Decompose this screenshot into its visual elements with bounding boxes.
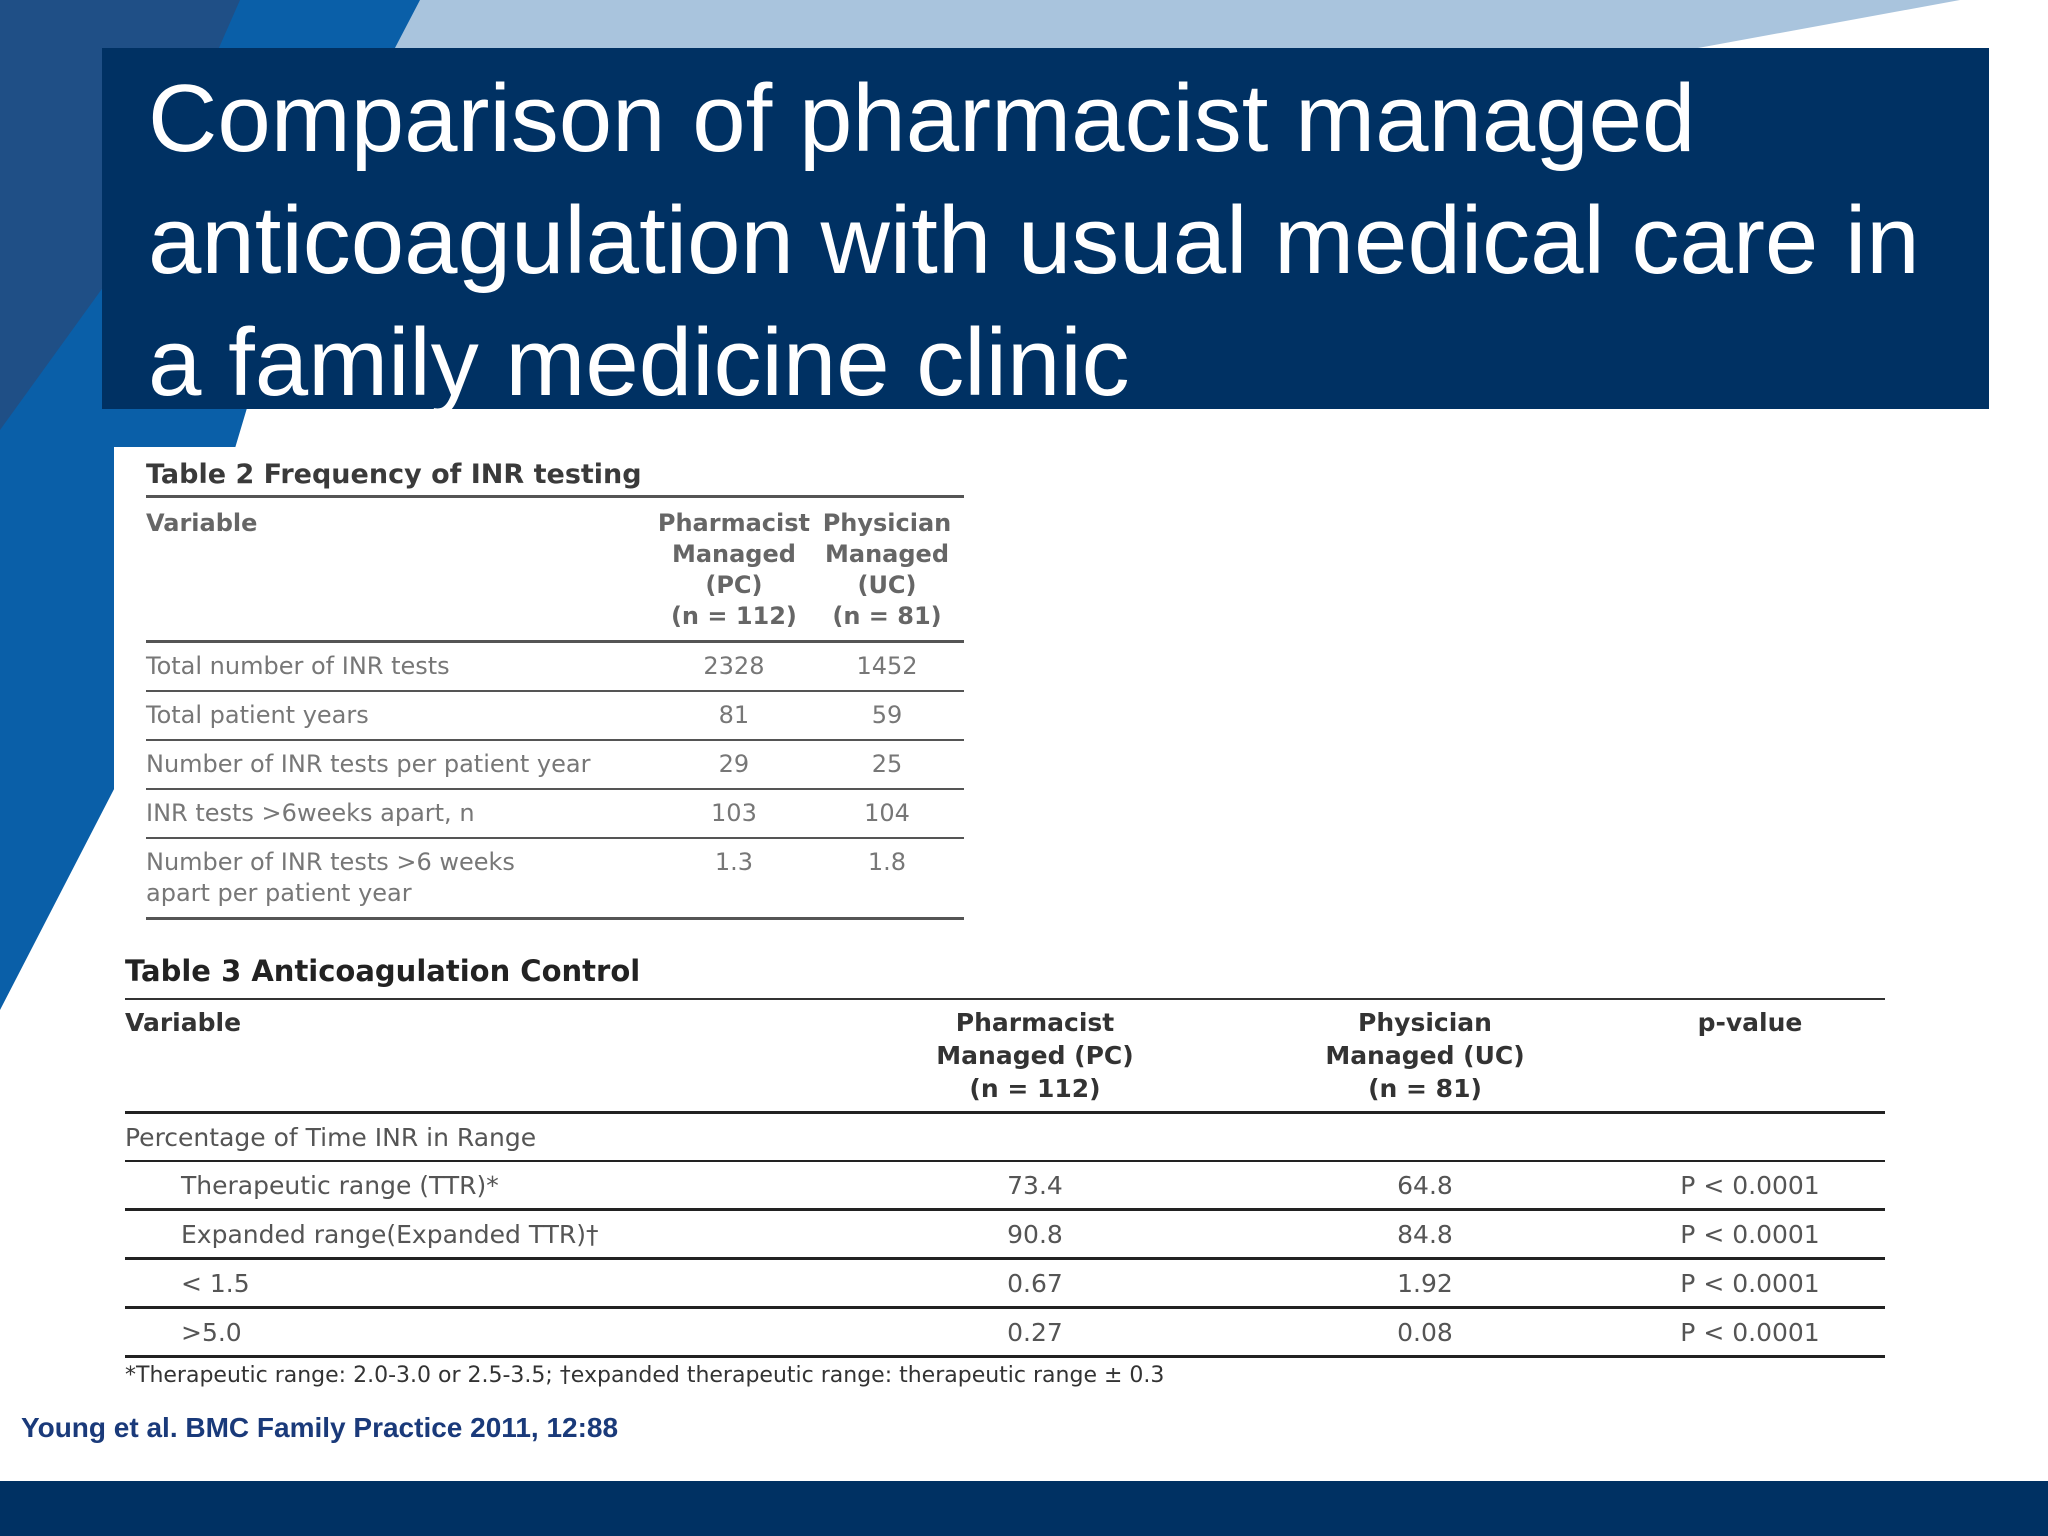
slide-title: Comparison of pharmacist managed anticoagulation with usual medical care in a family medicine clinic <box>148 65 1920 416</box>
cell-pc: 0.27 <box>835 1308 1235 1357</box>
cell-p-value: P < 0.0001 <box>1615 1210 1885 1259</box>
cell-p-value: P < 0.0001 <box>1615 1161 1885 1210</box>
table-row <box>125 1308 1885 1357</box>
table-row <box>146 740 964 789</box>
table-3-caption: Table 3 Anticoagulation Control <box>125 954 641 988</box>
cell-variable: Expanded range(Expanded TTR)† <box>125 1210 835 1259</box>
cell-pc: 81 <box>658 691 810 740</box>
cell-variable: INR tests >6weeks apart, n <box>146 789 658 838</box>
header-p-value: p-value <box>1615 999 1885 1113</box>
table-2-caption: Table 2 Frequency of INR testing <box>146 459 642 490</box>
table-2 <box>146 495 964 920</box>
cell-uc: 1.92 <box>1235 1259 1615 1308</box>
cell-pc: 90.8 <box>835 1210 1235 1259</box>
table-3 <box>125 998 1885 1358</box>
bottom-bar <box>0 1481 2048 1536</box>
cell-p-value: P < 0.0001 <box>1615 1259 1885 1308</box>
table-row <box>125 1161 1885 1210</box>
cell-uc: 59 <box>810 691 964 740</box>
header-physician-managed: Physician Managed (UC) (n = 81) <box>810 497 964 642</box>
cell-uc: 1.8 <box>810 838 964 919</box>
cell-variable: Total number of INR tests <box>146 642 658 692</box>
cell-uc: 1452 <box>810 642 964 692</box>
table-row <box>125 1259 1885 1308</box>
cell-pc: 0.67 <box>835 1259 1235 1308</box>
table-row <box>125 1210 1885 1259</box>
header-pharmacist-managed: Pharmacist Managed (PC) (n = 112) <box>658 497 810 642</box>
cell-pc: 29 <box>658 740 810 789</box>
table-3-footnote: *Therapeutic range: 2.0-3.0 or 2.5-3.5; †expanded therapeutic range: therapeutic range ± 0.3 <box>125 1363 1165 1388</box>
header-pharmacist-managed: Pharmacist Managed (PC) (n = 112) <box>835 999 1235 1113</box>
cell-uc: 104 <box>810 789 964 838</box>
cell-pc: 73.4 <box>835 1161 1235 1210</box>
table-row <box>146 642 964 692</box>
section-label: Percentage of Time INR in Range <box>125 1113 1885 1162</box>
cell-variable: Number of INR tests per patient year <box>146 740 658 789</box>
cell-variable: Number of INR tests >6 weeks apart per patient year <box>146 838 658 919</box>
cell-pc: 1.3 <box>658 838 810 919</box>
cell-variable: Therapeutic range (TTR)* <box>125 1161 835 1210</box>
cell-uc: 0.08 <box>1235 1308 1615 1357</box>
citation: Young et al. BMC Family Practice 2011, 12:88 <box>21 1412 619 1443</box>
cell-variable: >5.0 <box>125 1308 835 1357</box>
cell-p-value: P < 0.0001 <box>1615 1308 1885 1357</box>
table-row <box>146 789 964 838</box>
cell-uc: 25 <box>810 740 964 789</box>
cell-uc: 64.8 <box>1235 1161 1615 1210</box>
table-2-header-row <box>146 497 964 642</box>
header-physician-managed: Physician Managed (UC) (n = 81) <box>1235 999 1615 1113</box>
table-row <box>146 691 964 740</box>
table-2-panel <box>114 447 984 917</box>
table-3-panel <box>118 950 1888 1410</box>
cell-variable: < 1.5 <box>125 1259 835 1308</box>
cell-uc: 84.8 <box>1235 1210 1615 1259</box>
header-variable: Variable <box>146 497 658 642</box>
cell-pc: 2328 <box>658 642 810 692</box>
table-row <box>146 838 964 919</box>
header-variable: Variable <box>125 999 835 1113</box>
table-3-header-row <box>125 999 1885 1113</box>
table-section-row <box>125 1113 1885 1162</box>
cell-variable: Total patient years <box>146 691 658 740</box>
cell-pc: 103 <box>658 789 810 838</box>
